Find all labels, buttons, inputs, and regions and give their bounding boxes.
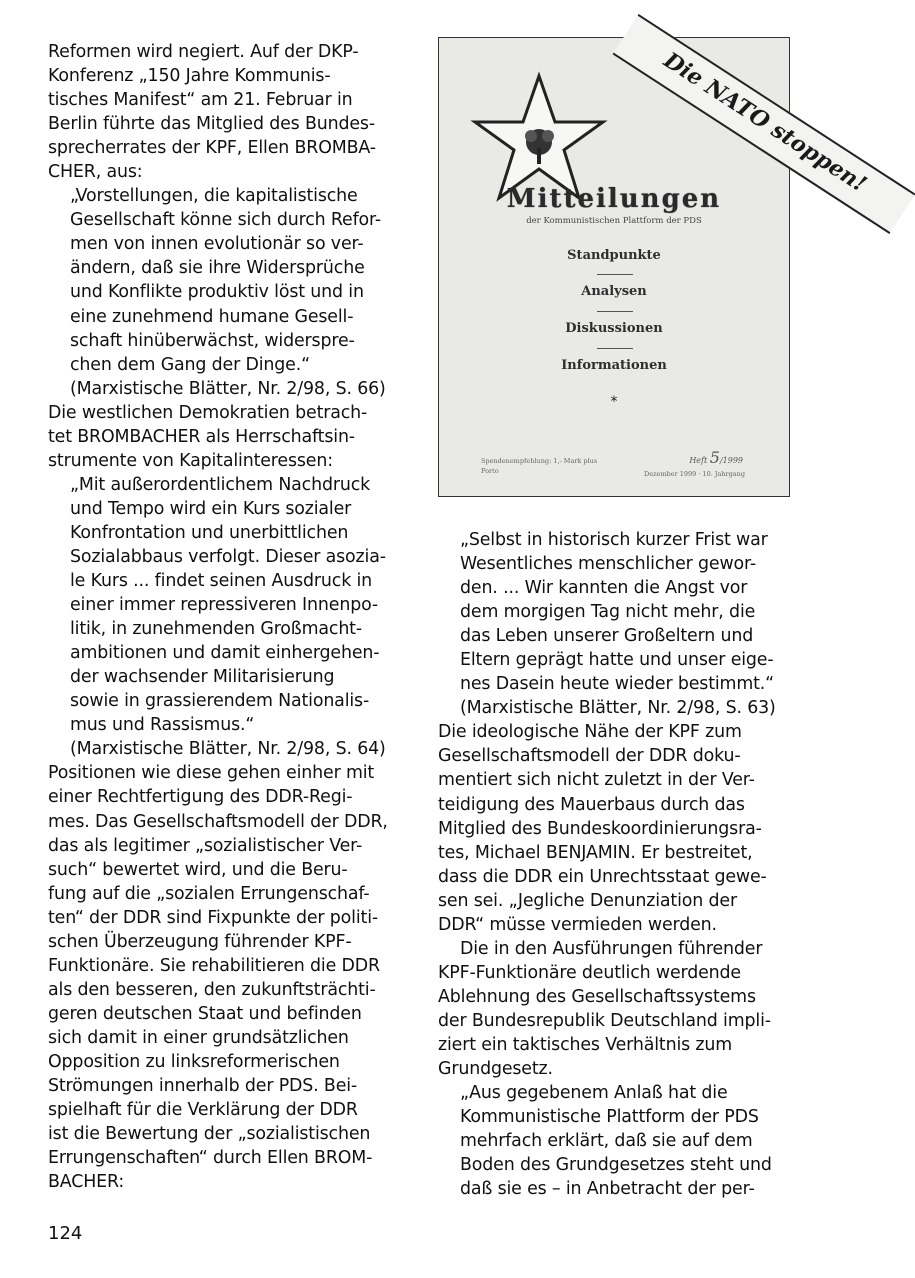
cover-issue-suffix: /1999	[719, 456, 743, 465]
text-line: men von innen evolutionär so ver-	[70, 234, 364, 255]
text-line: mes. Das Gesellschaftsmodell der DDR,	[48, 811, 388, 832]
text-line: „Aus gegebenem Anlaß hat die	[460, 1083, 728, 1104]
text-line: mus und Rassismus.“	[70, 715, 255, 736]
text-line: Die ideologische Nähe der KPF zum	[438, 722, 742, 743]
text-line: schaft hinüberwächst, widerspre-	[70, 330, 355, 351]
text-line: das als legitimer „sozialistischer Ver-	[48, 835, 363, 856]
text-line: „Selbst in historisch kurzer Frist war	[460, 530, 768, 550]
text-line: sich damit in einer grundsätzlichen	[48, 1027, 349, 1048]
magazine-cover-image	[438, 37, 872, 497]
text-line: das Leben unserer Großeltern und	[460, 626, 754, 647]
text-line: eine zunehmend humane Gesell-	[70, 306, 354, 327]
text-line: Die westlichen Demokratien betrach-	[48, 402, 368, 423]
cover-issue-prefix: Heft	[689, 456, 708, 465]
text-line: Reformen wird negiert. Auf der DKP-	[48, 42, 359, 62]
text-line: strumente von Kapitalinteressen:	[48, 450, 333, 471]
text-line: Eltern geprägt hatte und unser eige-	[460, 650, 774, 671]
text-line: litik, in zunehmenden Großmacht-	[70, 619, 362, 640]
text-line: (Marxistische Blätter, Nr. 2/98, S. 63)	[460, 698, 776, 719]
text-line: Gesellschaft könne sich durch Refor-	[70, 210, 382, 231]
text-line: chen dem Gang der Dinge.“	[70, 354, 310, 375]
text-line: Opposition zu linksreformerischen	[48, 1051, 340, 1072]
text-line: Konferenz „150 Jahre Kommunis-	[48, 66, 331, 87]
text-line: daß sie es – in Anbetracht der per-	[460, 1179, 755, 1200]
text-line: Gesellschaftsmodell der DDR doku-	[438, 746, 741, 767]
text-line: der wachsender Militarisierung	[70, 667, 335, 688]
cover-price-note: Spendenempfehlung: 1,- Mark plus Porto	[481, 457, 598, 475]
text-line: teidigung des Mauerbaus durch das	[438, 794, 745, 815]
text-line: fung auf die „sozialen Errungenschaf-	[48, 883, 370, 904]
cover-separator	[597, 274, 633, 275]
text-line: Grundgesetz.	[438, 1059, 553, 1080]
cover-item-informationen: Informationen	[561, 358, 667, 373]
cover-subtitle: der Kommunistischen Plattform der PDS	[526, 216, 702, 226]
text-line: und Konflikte produktiv löst und in	[70, 282, 364, 303]
text-line: Mitglied des Bundeskoordinierungsra-	[438, 818, 762, 839]
text-line: Ablehnung des Gesellschaftssystems	[438, 986, 756, 1007]
text-line: geren deutschen Staat und befinden	[48, 1003, 362, 1024]
cover-item-standpunkte: Standpunkte	[567, 248, 661, 263]
left-text-column	[48, 40, 410, 1194]
text-line: dass die DDR ein Unrechtsstaat gewe-	[438, 866, 767, 887]
right-text-column	[438, 528, 800, 1201]
cover-separator	[597, 348, 633, 349]
text-line: „Mit außerordentlichem Nachdruck	[70, 474, 371, 495]
text-line: ten“ der DDR sind Fixpunkte der politi-	[48, 907, 378, 928]
cover-item-analysen: Analysen	[581, 284, 647, 299]
text-line: und Tempo wird ein Kurs sozialer	[70, 498, 352, 519]
text-line: BACHER:	[48, 1172, 125, 1193]
text-line: Positionen wie diese gehen einher mit	[48, 763, 375, 784]
text-line: tes, Michael BENJAMIN. Er bestreitet,	[438, 842, 753, 863]
text-line: Sozialabbaus verfolgt. Dieser asozia-	[70, 546, 386, 567]
cover-separator	[597, 311, 633, 312]
text-line: „Vorstellungen, die kapitalistische	[70, 186, 358, 207]
text-line: sen sei. „Jegliche Denunziation der	[438, 890, 737, 911]
text-line: den. ... Wir kannten die Angst vor	[460, 578, 748, 599]
text-line: KPF-Funktionäre deutlich werdende	[438, 962, 741, 983]
text-line: such“ bewertet wird, und die Beru-	[48, 859, 348, 880]
cover-title: Mitteilungen	[506, 184, 722, 214]
text-line: ändern, daß sie ihre Widersprüche	[70, 258, 365, 279]
text-line: der Bundesrepublik Deutschland impli-	[438, 1010, 771, 1031]
text-line: nes Dasein heute wieder bestimmt.“	[460, 674, 775, 695]
text-line: mentiert sich nicht zuletzt in der Ver-	[438, 770, 755, 791]
cover-issue	[689, 448, 743, 467]
text-line: sprecherrates der KPF, Ellen BROMBA-	[48, 138, 376, 159]
text-line: ziert ein taktisches Verhältnis zum	[438, 1034, 733, 1055]
text-line: als den besseren, den zukunftsträchti-	[48, 979, 376, 1000]
cover-asterisk: *	[610, 394, 618, 410]
text-line: DDR“ müsse vermieden werden.	[438, 914, 717, 935]
text-line: mehrfach erklärt, daß sie auf dem	[460, 1131, 753, 1152]
text-line: le Kurs ... findet seinen Ausdruck in	[70, 571, 373, 592]
text-line: Wesentliches menschlicher gewor-	[460, 554, 757, 575]
cover-banner: Die NATO stoppen!	[613, 14, 915, 234]
text-line: Berlin führte das Mitglied des Bundes-	[48, 114, 375, 135]
cover-item-diskussionen: Diskussionen	[565, 321, 663, 336]
text-line: einer immer repressiveren Innenpo-	[70, 595, 379, 616]
text-line: Errungenschaften“ durch Ellen BROM-	[48, 1148, 373, 1169]
text-line: Boden des Grundgesetzes steht und	[460, 1155, 772, 1176]
text-line: Die in den Ausführungen führender	[460, 938, 763, 959]
text-line: spielhaft für die Verklärung der DDR	[48, 1100, 358, 1121]
text-line: Kommunistische Plattform der PDS	[460, 1107, 759, 1128]
text-line: tet BROMBACHER als Herrschaftsin-	[48, 426, 355, 447]
text-line: dem morgigen Tag nicht mehr, die	[460, 602, 756, 623]
text-line: ist die Bewertung der „sozialistischen	[48, 1124, 371, 1145]
text-line: ambitionen und damit einhergehen-	[70, 643, 380, 664]
text-line: Strömungen innerhalb der PDS. Bei-	[48, 1076, 358, 1097]
cover-issue-number: 5	[709, 448, 720, 467]
text-line: tisches Manifest“ am 21. Februar in	[48, 90, 353, 111]
text-line: CHER, aus:	[48, 162, 143, 183]
text-line: (Marxistische Blätter, Nr. 2/98, S. 66)	[70, 378, 386, 399]
cover-date-note: Dezember 1999 · 10. Jahrgang	[644, 470, 745, 478]
text-line: sowie in grassierendem Nationalis-	[70, 691, 370, 712]
text-line: Funktionäre. Sie rehabilitieren die DDR	[48, 955, 380, 976]
page-number: 124	[48, 1223, 83, 1244]
text-line: Konfrontation und unerbittlichen	[70, 522, 349, 543]
text-line: (Marxistische Blätter, Nr. 2/98, S. 64)	[70, 739, 386, 760]
text-line: einer Rechtfertigung des DDR-Regi-	[48, 787, 353, 808]
text-line: schen Überzeugung führender KPF-	[48, 931, 352, 952]
